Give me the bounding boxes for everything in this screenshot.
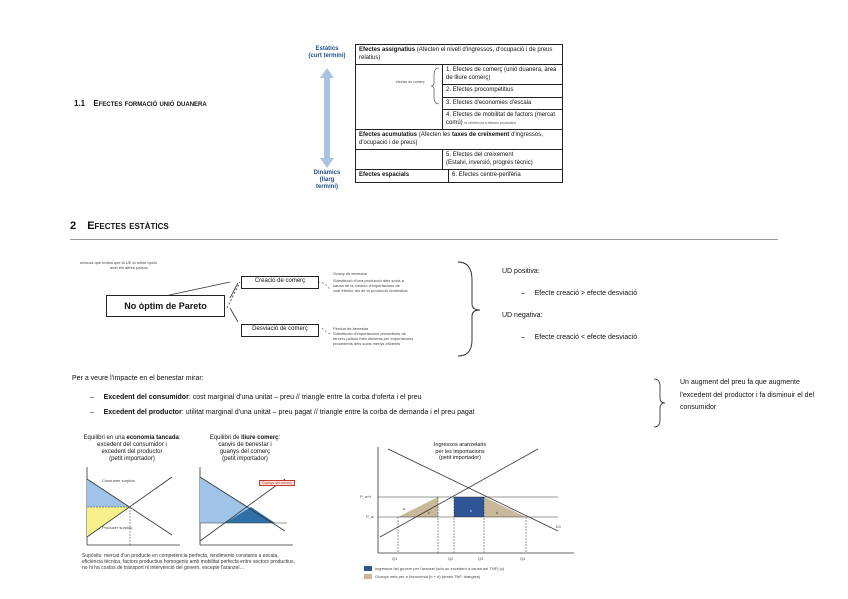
fig3-legend-2: Guanys nets per a l'economia (b + d) (àrees TNF, triangles) <box>375 574 481 579</box>
fig3-p2: P_w <box>366 514 374 519</box>
table-item-4: 4. Efectes de mobilitat de factors (mercat comú) fa referència a efectes productius <box>443 109 562 129</box>
fig3-legend-1: Ingressos del govern per l'aranzel (són un excedent a causa del TNF) (c) <box>375 566 505 571</box>
axis-top-label: Estàtics <box>315 46 339 52</box>
effects-table <box>355 44 563 183</box>
fig3-area-d: d <box>496 510 499 515</box>
fig2-graph <box>195 465 295 550</box>
table-small-note: efectes de comerç <box>396 80 425 84</box>
fig3-area-a: a <box>403 506 406 511</box>
fig3-caption: Ingressos aranzelaris per les importacions (petit importador) <box>433 442 487 461</box>
fig3-q3: Q3 <box>478 556 484 561</box>
fig3-area-c: c <box>470 508 472 513</box>
fig3-legend-swatch-2 <box>364 574 372 579</box>
diversion-box: Desviació de comerç <box>241 324 319 337</box>
table-row3-head: Efectes espacials <box>356 170 449 182</box>
welfare-side-note: Un augment del preu fa que augmente l'excedent del productor i fa disminuir el del consumidor <box>680 379 815 411</box>
axis-bottom-sub1: (llarg <box>319 177 335 183</box>
fig1-producer-label: Producer surplus <box>102 525 133 530</box>
section1-heading <box>74 99 207 109</box>
fig3-legend-swatch-1 <box>364 566 372 571</box>
double-arrow-icon <box>320 68 334 168</box>
section-divider <box>70 239 778 240</box>
table-row-espacials <box>356 169 562 182</box>
axis-bottom-sub2: termini) <box>315 184 338 190</box>
welfare-intro: Per a veure l'impacte en el benestar mirar: <box>72 375 204 382</box>
table-item-1: 1. Efectes de comerç (unió duanera, àrea de lliure comerç) <box>446 67 557 81</box>
axis-top-sub: (curt termini) <box>308 53 346 59</box>
table-item-6: 6. Efectes centre-perifèria <box>452 172 521 178</box>
creation-box: Creació de comerç <box>241 276 319 289</box>
welfare-brace-icon <box>652 378 666 428</box>
brace-icon <box>430 67 440 105</box>
ud-positive-item: – Efecte creació > efecte desviació <box>521 290 638 297</box>
table-item-2: 2. Efectes procompetitius <box>443 84 562 97</box>
axis-top <box>303 46 351 60</box>
axis-bottom <box>303 170 351 191</box>
diversion-note: Pèrdua de benestar Substitució d'importacions procedents de tercers països més eficients per importacions procedents dels socis menys eficients <box>333 326 414 346</box>
assumptions-note: Supòsits: mercat d'un producte en competència perfecta, rendiments constants a escala, eficiència tècnica, factors productius homogenis amb mobilitat perfecta entre sectors productius, no hi ha costos de transport ni intervenció del govern, excepte l'aranzel… <box>82 553 295 571</box>
section1-title: Efectes formació unió duanera <box>93 99 207 108</box>
fig3-graph <box>358 445 578 570</box>
table-row-acumulatius-items <box>356 149 562 169</box>
ud-negative-item: – Efecte creació < efecte desviació <box>521 334 638 341</box>
fig3-q1: Q1 <box>392 556 398 561</box>
fig3-q2: Q2 <box>448 556 454 561</box>
fig3-p1: P_w+t <box>360 494 372 499</box>
fig3-q4: Q4 <box>520 556 526 561</box>
table-row-assignatius-head: Efectes assignatius (Afecten el nivell d'ingressos, d'ocupació i de preus relatius) <box>359 47 553 61</box>
creation-note: Guany de benestar Substitució d'una producció dels socis a causa de la creació d'importacions de cost inferior als de la producció domèstica <box>333 271 408 293</box>
diagram-top-note: mesura que indica que la UE la millor opció amb els altres països <box>80 260 157 270</box>
fig2-caption: Equilibri de lliure comerç: canvis de benestar i guanys del comerç (petit importador) <box>209 435 281 462</box>
fig1-consumer-label: Consumer surplus <box>102 478 135 483</box>
fig3-area-b: b <box>428 510 431 515</box>
section1-number: 1.1 <box>74 99 86 108</box>
table-row-assignatius-items <box>356 64 562 129</box>
table-item-5: 5. Efectes del creixement (Estalvi, inversió, progrés tècnic) <box>446 152 533 166</box>
fig1-caption: Equilibri en una economia tancada: excedent del consumidor i excedent del productor (petit importador) <box>83 435 181 462</box>
table-row-acumulatius-head: Efectes acumulatius (Afecten les taxes de creixement d'ingressos, d'ocupació i de preus) <box>356 129 562 149</box>
ud-positive-label: UD positiva: <box>502 268 540 275</box>
ud-negative-label: UD negativa: <box>502 312 543 319</box>
welfare-producer: – Excedent del productor: utilitat marginal d'una unitat – preu pagat // triangle entre la corba de demanda i el preu pagat <box>90 409 475 416</box>
welfare-consumer: – Excedent del consumidor: cost marginal d'una unitat – preu // triangle entre la corba d'oferta i el preu <box>90 394 422 401</box>
fig3-demand: D1 <box>556 524 562 529</box>
section2-heading <box>70 220 169 232</box>
fig2-gain-label: Guanys del comerç <box>259 480 295 486</box>
section2-title: Efectes estàtics <box>87 220 169 232</box>
axis-bottom-label: Dinàmics <box>313 170 341 176</box>
section2-number: 2 <box>70 220 77 232</box>
center-box: No òptim de Pareto <box>106 295 225 317</box>
table-item-3: 3. Efectes d'economies d'escala <box>443 97 562 110</box>
